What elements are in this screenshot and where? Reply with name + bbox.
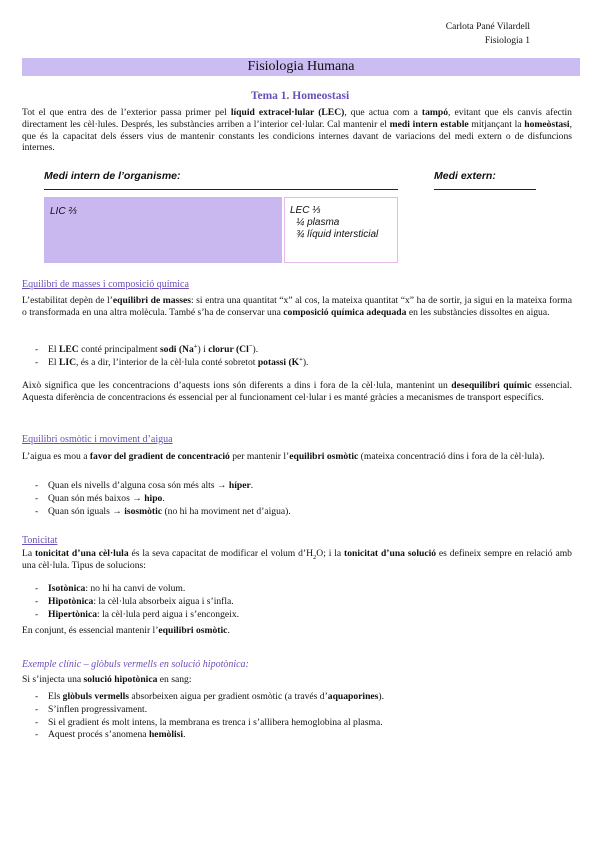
list-item	[22, 357, 572, 370]
text: .	[250, 480, 254, 491]
bold-text: aquaporines	[327, 691, 379, 702]
list-item	[22, 609, 572, 622]
bold-text: Isotònica	[48, 583, 86, 594]
text: per mantenir l’	[229, 451, 290, 462]
bold-text: desequilibri químic	[451, 380, 532, 391]
text: Quan són més baixos →	[48, 492, 145, 504]
course-name: Fisiologia 1	[484, 36, 530, 46]
list-item	[22, 480, 572, 493]
desequilibri-paragraph	[22, 380, 572, 404]
bold-text: clorur (Cl	[208, 344, 249, 355]
list-item	[22, 583, 572, 596]
lic-box	[44, 197, 282, 263]
text: ).	[302, 356, 309, 368]
text: : si entra una quantitat “x” al cos, la mateixa quantitat “x” ha de sortir, ja sigui en la mateixa forma o transformada en una altra molècula. També s’ha de conservar una	[22, 295, 573, 318]
medi-extern-underline	[434, 189, 536, 190]
text: Quan els nivells d’alguna cosa són més alts →	[48, 480, 229, 491]
superscript: −	[248, 342, 253, 350]
text: : la cèl·lula perd aigua i s’encongeix.	[97, 608, 240, 620]
bold-text: Hipertònica	[48, 608, 98, 620]
clinical-example-heading: Exemple clínic – glòbuls vermells en solució hipotònica:	[22, 659, 249, 670]
text: (mateixa concentració dins i fora de la cèl·lula).	[358, 451, 545, 462]
section-heading-masses: Equilibri de masses i composició química	[22, 279, 189, 290]
list-item	[22, 493, 572, 506]
text: és la seva capacitat de modificar el volum d’H	[128, 548, 314, 559]
bold-text: solució hipotònica	[83, 674, 158, 685]
intro-text: , que és la capacitat dels éssers vius de mantenir constants les condicions internes davant de variacions del medi extern o de disfuncions internes.	[22, 118, 572, 154]
text: : no hi ha canvi de volum.	[85, 583, 186, 594]
example-list	[22, 691, 572, 742]
text: , és a dir, l’interior de la cèl·lula conté sobretot	[76, 356, 258, 368]
text: en sang:	[157, 674, 192, 685]
bold-text: isosmòtic	[124, 505, 163, 517]
text: ) i	[197, 344, 209, 355]
text: O; i la	[316, 548, 345, 559]
bold-text: sodi (Na	[159, 344, 194, 355]
intro-paragraph	[22, 107, 572, 154]
text: en les substàncies dissoltes en aigua.	[406, 306, 550, 318]
text: Això significa que les concentracions d’aquests ions són diferents a dins i fora de la cèl·lula, mantenint un	[22, 380, 452, 391]
text: essencial. Aquesta diferència de concentracions és essencial per al funcionament cel·lular i es manté gràcies a mecanismes de transport específics.	[22, 380, 572, 403]
example-intro	[22, 674, 572, 686]
bold-text: LEC	[58, 344, 79, 355]
bold-text: tonicitat d’una solució	[344, 548, 437, 559]
lec-title: LEC ⅓	[290, 205, 321, 216]
intro-bold: líquid extracel·lular (LEC)	[230, 107, 345, 118]
intro-bold: tampó	[421, 107, 449, 118]
intro-text: , que actua com a	[344, 107, 422, 118]
text: El	[48, 356, 59, 368]
bold-text: equilibri osmòtic	[158, 625, 228, 636]
intro-text: , evitant que els canvis afectin directament les cèl·lules. Després, les substàncies arriben a l’interior cel·lular. Cal mantenir el	[22, 107, 572, 130]
lec-box	[284, 197, 398, 263]
bold-text: composició química adequada	[283, 306, 407, 318]
section-heading-osmotic: Equilibri osmòtic i moviment d’aigua	[22, 434, 173, 445]
bold-text: LIC	[58, 356, 76, 368]
intro-text: mitjançant la	[468, 118, 525, 130]
text: .	[183, 729, 186, 741]
text: La	[22, 548, 35, 559]
bold-text: tonicitat d’una cèl·lula	[34, 548, 129, 559]
text: (no hi ha moviment net d’aigua).	[162, 505, 291, 517]
bold-text: potassi (K	[257, 356, 300, 368]
bold-text: Hipotònica	[48, 595, 94, 607]
section-heading-tonicitat: Tonicitat	[22, 535, 58, 546]
masses-paragraph	[22, 295, 572, 319]
bold-text: favor del gradient de concentració	[89, 451, 230, 462]
medi-intern-underline	[44, 189, 398, 190]
tonicitat-paragraph	[22, 548, 572, 572]
text: absorbeixen aigua per gradient osmòtic (a través d’	[129, 691, 328, 702]
ions-list	[22, 344, 572, 370]
subscript: 2	[313, 553, 317, 561]
superscript: +	[299, 355, 303, 363]
document-title: Fisiologia Humana	[22, 58, 580, 76]
text: El	[48, 344, 59, 355]
bold-text: glòbuls vermells	[62, 691, 130, 702]
list-item: - S’inflen progressivament.	[22, 704, 572, 717]
text: Si s’injecta una	[22, 674, 84, 685]
bold-text: equilibri osmòtic	[289, 451, 359, 462]
list-item: - Si el gradient és molt intens, la membrana es trenca i s’allibera hemoglobina al plasma.	[22, 717, 572, 730]
superscript: +	[193, 342, 198, 350]
list-item	[22, 691, 572, 704]
solutions-list	[22, 583, 572, 621]
medi-extern-label: Medi extern:	[434, 170, 496, 182]
intro-bold: medi intern estable	[389, 118, 469, 130]
topic-title: Tema 1. Homeostasi	[250, 90, 350, 102]
author-name: Carlota Pané Vilardell	[445, 22, 530, 32]
list-item	[22, 344, 572, 357]
intro-text: Tot el que entra des de l’exterior passa primer pel	[22, 107, 231, 118]
bold-text: hemòlisi	[148, 729, 184, 741]
osmotic-list	[22, 480, 572, 518]
text: Quan són iguals →	[48, 505, 125, 517]
text: : la cèl·lula absorbeix aigua i s’infla.	[93, 595, 234, 607]
text: conté principalment	[78, 344, 160, 355]
text: .	[162, 492, 165, 504]
text: L’estabilitat depèn de l’	[22, 295, 113, 306]
osmotic-paragraph	[22, 451, 572, 463]
text: .	[227, 625, 230, 636]
medi-intern-label: Medi intern de l’organisme:	[44, 170, 181, 182]
text: ).	[252, 344, 259, 355]
list-item	[22, 506, 572, 519]
intro-bold: homeòstasi	[524, 118, 570, 130]
list-item	[22, 729, 572, 742]
bold-text: híper	[228, 480, 251, 491]
text: En conjunt, és essencial mantenir l’	[22, 625, 159, 636]
page-header	[446, 20, 530, 48]
lec-plasma: ¼ plasma	[296, 217, 340, 228]
lic-label: LIC ⅔	[50, 206, 77, 217]
bold-text: equilibri de masses	[112, 295, 191, 306]
text: Els	[48, 691, 63, 702]
text: Aquest procés s’anomena	[48, 729, 149, 741]
lec-interstitial: ¾ líquid intersticial	[296, 229, 379, 240]
text: ).	[378, 691, 385, 702]
text: es defineix sempre en relació amb una cèl·lula. Tipus de solucions:	[22, 548, 572, 571]
tonicitat-conclusion	[22, 625, 572, 637]
text: L’aigua es mou a	[22, 451, 90, 462]
bold-text: hipo	[144, 492, 163, 504]
list-item	[22, 596, 572, 609]
